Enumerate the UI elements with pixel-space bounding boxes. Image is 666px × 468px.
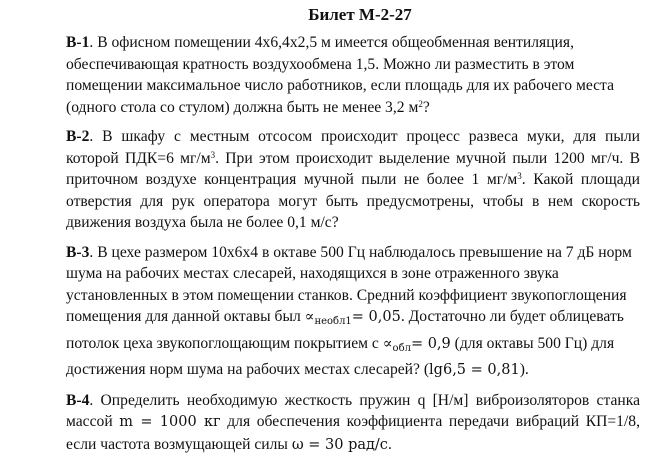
question-2-text-end: . Какой площади отверстия для рук оператора могут быть предусмотрены, чтобы в нем скорость движения воздуха была не более 0,1 м/с?	[66, 171, 640, 231]
alpha-value-1: = 0,05	[351, 309, 401, 325]
question-1-superscript: 2	[418, 98, 423, 109]
question-4-text-end: .	[387, 435, 392, 453]
alpha-value-2: = 0,9	[410, 335, 451, 352]
question-1	[66, 32, 640, 118]
question-4-formula-frequency: ω = 30 рад/с	[291, 436, 388, 453]
question-3-label: В-3	[66, 243, 90, 261]
question-1-text-end: ?	[422, 98, 430, 116]
alpha-symbol-2: ∝	[382, 335, 393, 352]
question-1-text: . В офисном помещении 4х6,4х2,5 м имеется общеобменная вентиляция, обеспечивающая кратность воздухообмена 1,5. Можно ли разместить в этом помещении максимальное число работников, если площадь для их рабочего места (одного стола со стулом) должна быть не менее 3,2 м	[66, 34, 614, 116]
question-2-text: . В шкафу с местным отсосом происходит процесс развеса муки, для пыли которой ПДК=6 мг/м	[66, 128, 640, 167]
question-4-text-middle: для обеспечения коэффициента передачи вибраций КП=1/8, если частота возмущающей силы	[66, 413, 640, 453]
question-3-text-continue: (для октавы 500 Гц) для достижения норм шума на рабочих местах слесарей? (	[66, 334, 615, 378]
question-2-superscript-1: 3	[210, 149, 216, 160]
question-2	[66, 126, 640, 234]
question-3	[66, 242, 640, 382]
ticket-title: Билет М-2-27	[308, 5, 412, 24]
question-4-label: В-4	[66, 391, 90, 409]
question-3-formula-3: lg6,5 = 0,81	[429, 362, 520, 378]
question-4-text: . Определить необходимую жесткость пружин q [Н/м] виброизоляторов станка массой	[66, 391, 640, 430]
question-4-formula-mass: m = 1000 кг	[119, 414, 221, 430]
question-3-formula-1	[305, 309, 401, 325]
question-2-label: В-2	[66, 128, 90, 145]
question-3-text-end: ).	[519, 361, 529, 378]
question-4	[66, 390, 640, 457]
question-3-formula-2	[383, 336, 451, 352]
alpha-subscript-2: обл	[392, 342, 411, 354]
alpha-subscript-1: необл1	[314, 316, 352, 327]
question-3-text-middle: . Достаточно ли будет облицевать потолок цеха звукопоглощающим покрытием с	[66, 308, 624, 352]
question-3-text: . В цехе размером 10х6х4 в октаве 500 Гц наблюдалось превышение на 7 дБ норм шума на рабочих местах слесарей, находящихся в зоне отраженного звука установленных в этом помещении станков. Средний коэффициент звукопоглощения помещения для данной октавы был	[66, 243, 632, 325]
question-1-label: В-1	[66, 34, 90, 51]
question-2-text-middle: . При этом происходит выделение мучной пыли 1200 мг/ч. В приточном воздухе концентрация мучной пыли не более 1 мг/м	[66, 149, 640, 188]
question-2-superscript-2: 3	[517, 171, 522, 181]
alpha-symbol-1: ∝	[304, 309, 315, 325]
